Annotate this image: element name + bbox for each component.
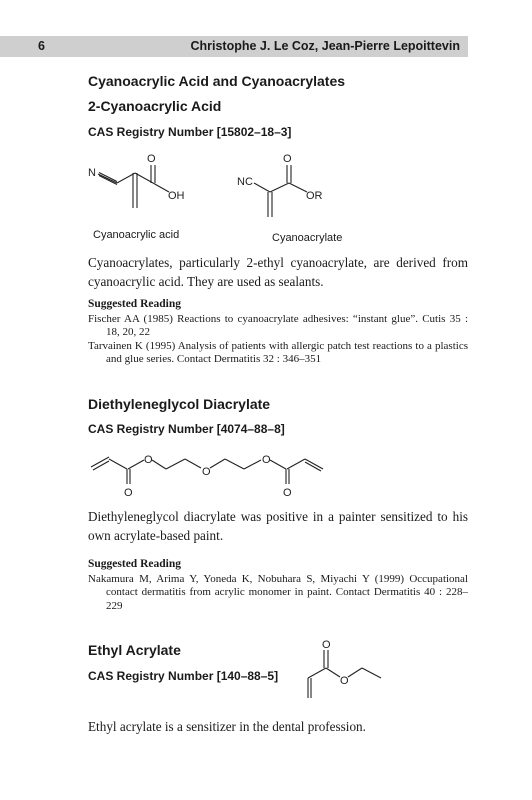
page-number: 6	[38, 39, 45, 53]
reference-list	[88, 573, 468, 613]
cyanoacrylic-acid-structure	[80, 148, 380, 223]
atom-label-o: O	[340, 675, 349, 687]
atom-label-o: O	[262, 454, 271, 466]
cas-number-ethyl-acrylate: CAS Registry Number [140–88–5]	[88, 669, 279, 683]
atom-label-o: O	[283, 153, 292, 165]
diethyleneglycol-diacrylate-structure	[80, 448, 420, 500]
atom-label-o: O	[144, 454, 153, 466]
ethyl-acrylate-structure	[295, 637, 405, 712]
suggested-reading-heading: Suggested Reading	[88, 558, 181, 570]
reference-item: Tarvainen K (1995) Analysis of patients with allergic patch test reactions to a plastics and glue series. Contact Dermatitis 32 : 346–351	[88, 339, 468, 366]
cas-number-diethyleneglycol-diacrylate: CAS Registry Number [4074–88–8]	[88, 422, 285, 436]
running-header	[0, 36, 468, 57]
reference-list	[88, 313, 468, 367]
section-title-diethyleneglycol-diacrylate: Diethyleneglycol Diacrylate	[88, 396, 271, 412]
atom-label-o: O	[322, 639, 331, 651]
reference-item: Nakamura M, Arima Y, Yoneda K, Nobuhara S, Miyachi Y (1999) Occupational contact dermatitis from acrylic monomer in paint. Contact Dermatitis 40 : 228–229	[88, 573, 468, 612]
atom-label-o: O	[202, 466, 211, 478]
caption-cyanoacrylate: Cyanoacrylate	[272, 232, 343, 244]
atom-label-nc: NC	[237, 176, 253, 188]
atom-label-n: N	[88, 167, 96, 179]
atom-label-oh: OH	[168, 190, 185, 202]
atom-label-o: O	[124, 487, 133, 499]
section-title-cyanoacrylates: Cyanoacrylic Acid and Cyanoacrylates	[88, 73, 346, 89]
atom-label-o: O	[283, 487, 292, 499]
caption-cyanoacrylic-acid: Cyanoacrylic acid	[93, 229, 180, 241]
reference-item: Fischer AA (1985) Reactions to cyanoacrylate adhesives: “instant glue”. Cutis 35 : 18, 20, 22	[88, 313, 468, 339]
header-authors: Christophe J. Le Coz, Jean-Pierre Lepoittevin	[190, 39, 460, 53]
section-title-ethyl-acrylate: Ethyl Acrylate	[88, 642, 181, 658]
paragraph-cyanoacrylates: Cyanoacrylates, particularly 2-ethyl cyanoacrylate, are derived from cyanoacrylic acid. They are used as sealants.	[88, 255, 468, 289]
atom-label-o: O	[147, 153, 156, 165]
atom-label-or: OR	[306, 190, 323, 202]
cas-number-cyanoacrylic-acid: CAS Registry Number [15802–18–3]	[88, 125, 292, 139]
paragraph-diethyleneglycol-diacrylate: Diethyleneglycol diacrylate was positive in a painter sensitized to his own acrylate-based paint.	[88, 509, 468, 543]
paragraph-ethyl-acrylate: Ethyl acrylate is a sensitizer in the dental profession.	[88, 719, 366, 734]
subsection-title-cyanoacrylic-acid: 2-Cyanoacrylic Acid	[88, 98, 222, 114]
suggested-reading-heading: Suggested Reading	[88, 298, 181, 310]
